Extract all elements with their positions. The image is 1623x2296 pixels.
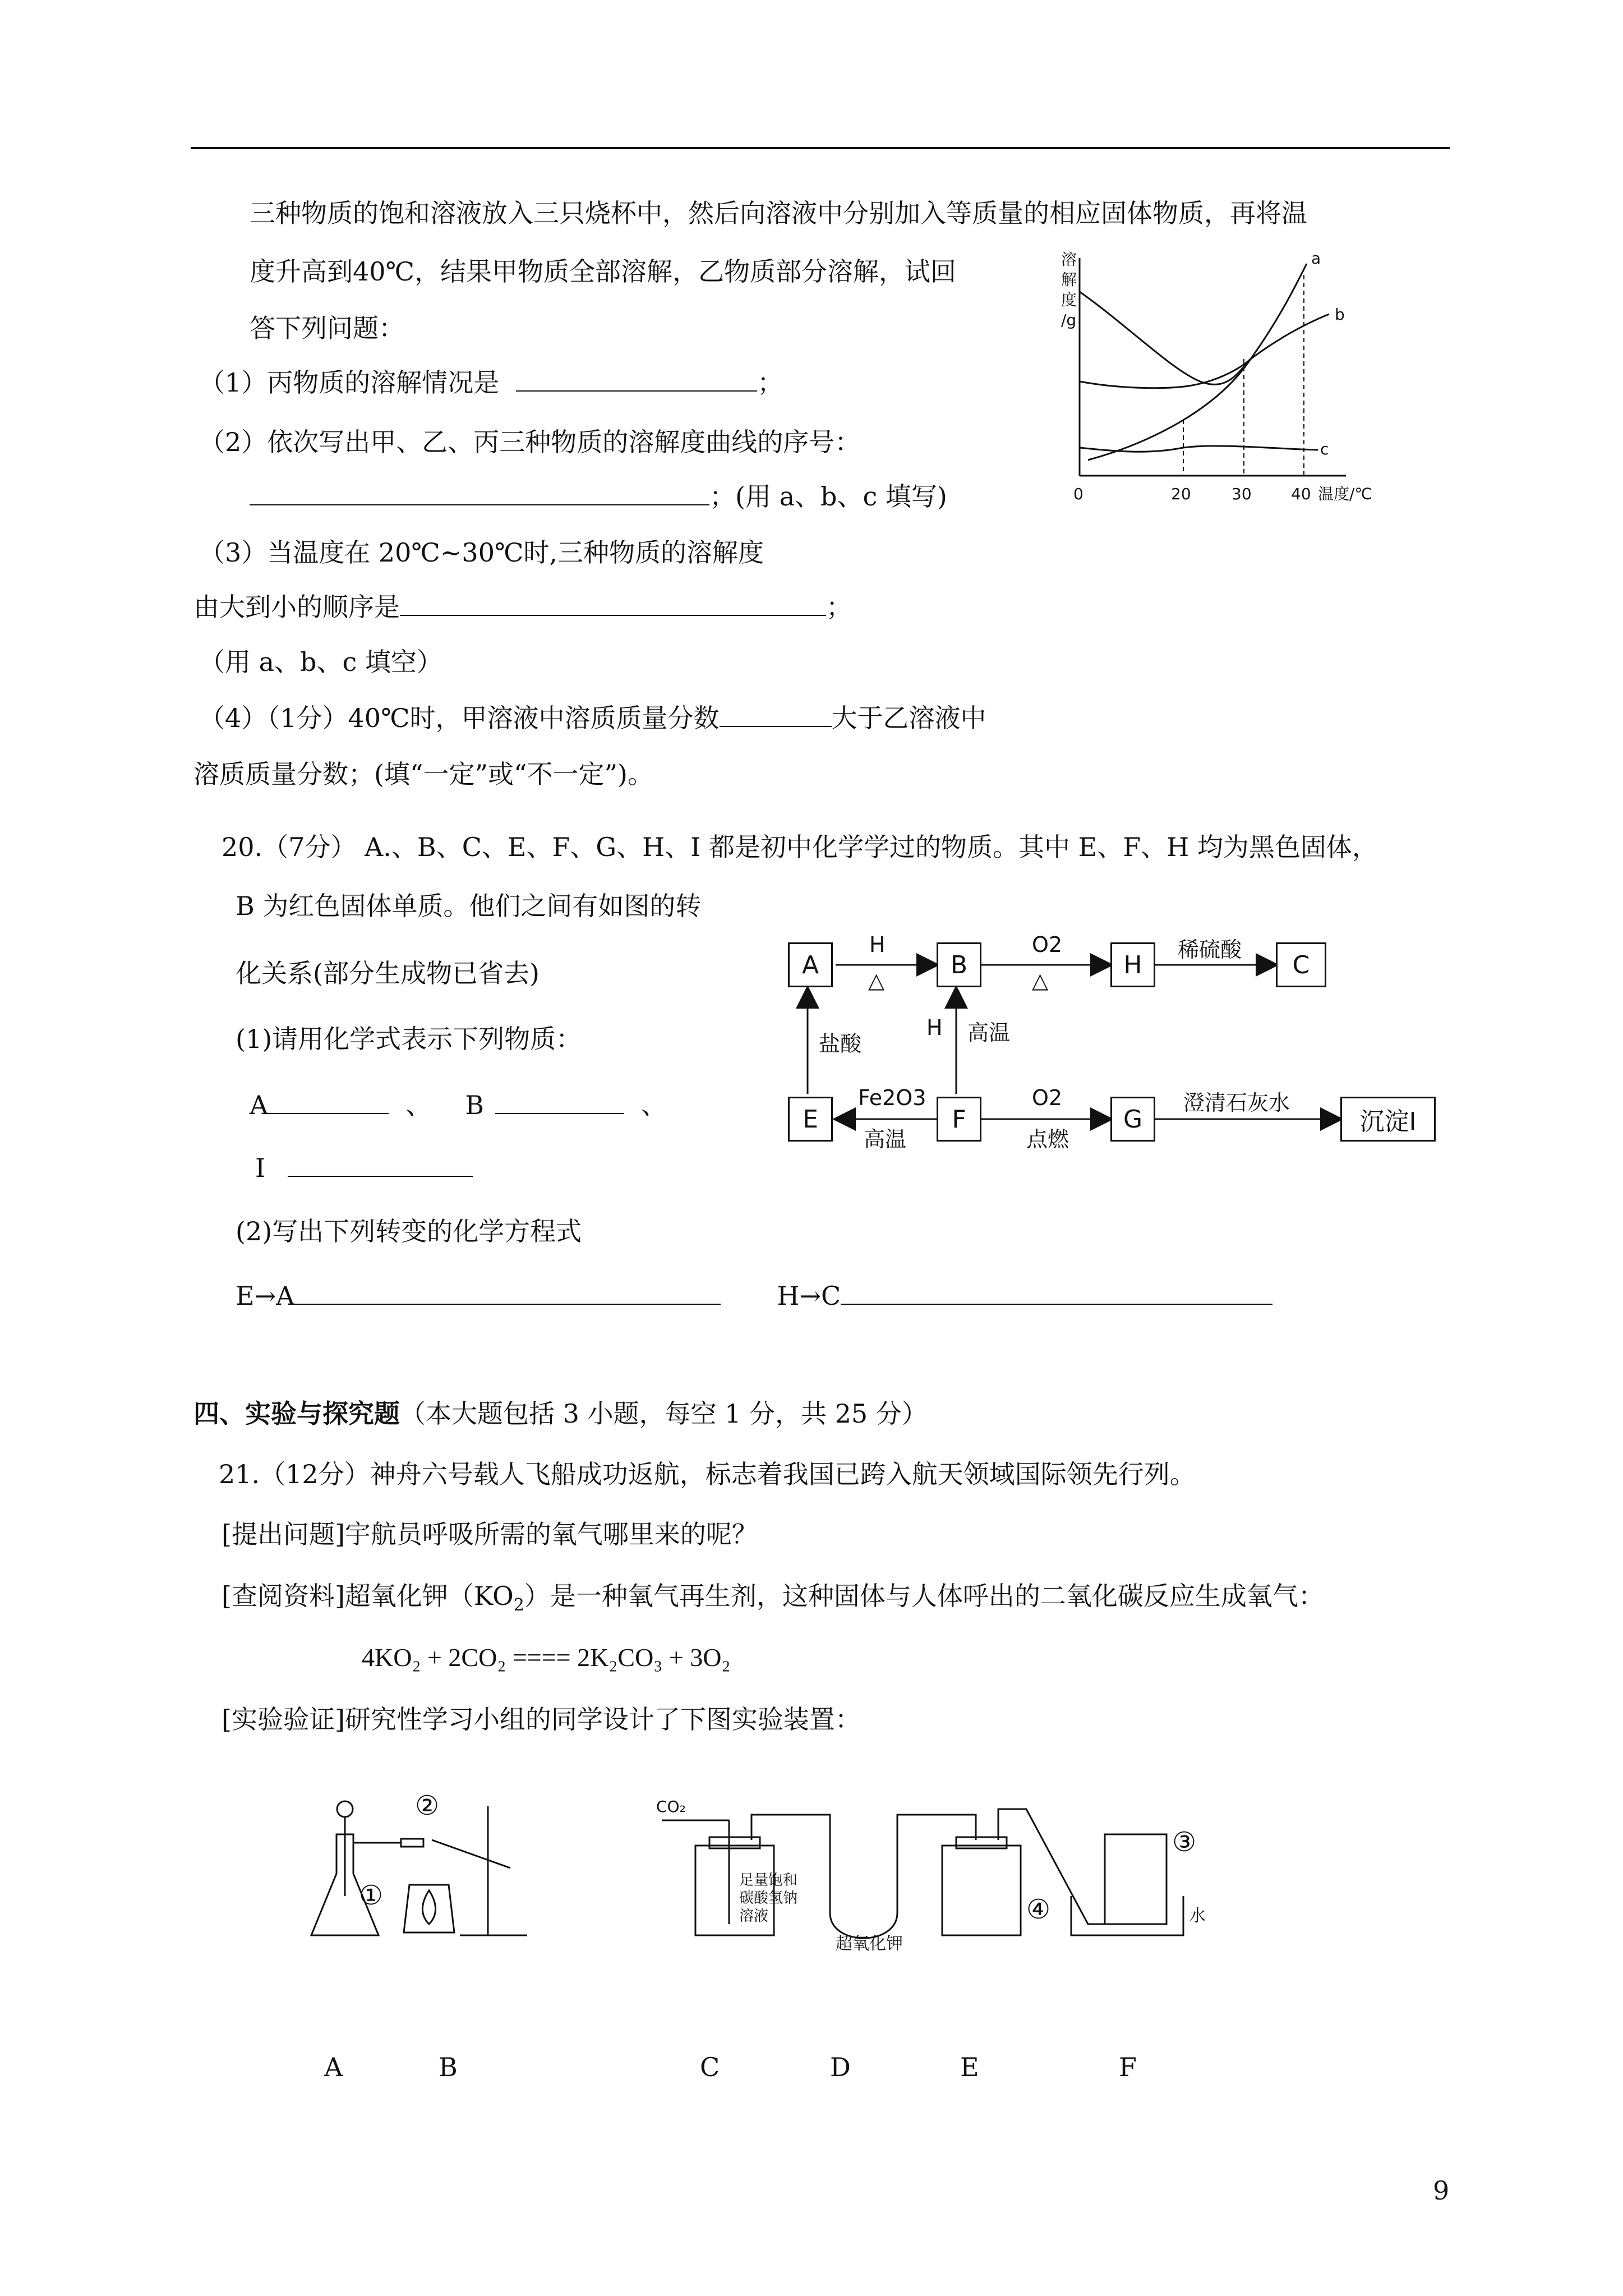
apparatus-letter-f: F [1119,2052,1137,2082]
curve-b [1080,292,1329,384]
x-axis-label: 温度/℃ [1318,485,1372,503]
q19-intro-2: 度升高到40℃，结果甲物质全部溶解，乙物质部分溶解，试回 [250,256,956,287]
d-text: 超氧化钾 [836,1934,903,1952]
page-number: 9 [1433,2175,1450,2206]
apparatus-a-b [303,1784,550,1952]
label-ab-bottom: △ [868,968,885,993]
q20-line-3: 化关系(部分生成物已省去) [236,958,540,988]
q21-line-1: 21.（12分）神舟六号载人飞船成功返航，标志着我国已跨入航天领域国际领先行列。 [219,1459,1196,1489]
tube-connector [401,1839,423,1847]
clamp [432,1840,510,1868]
curve-label-b: b [1335,305,1345,324]
label-bh-bottom: △ [1032,968,1049,993]
box-h: H [1110,942,1155,987]
q21-equation: 4KO₂ + 2CO₂ ==== 2K₂CO₃ + 3O₂ [362,1643,731,1672]
water-label: 水 [1189,1906,1206,1926]
q20-line-4: (1)请用化学式表示下列物质： [236,1024,582,1054]
q19-part-2: （2）依次写出甲、乙、丙三种物质的溶解度曲线的序号： [199,427,861,457]
q19-part-3b: 由大到小的顺序是 ； [193,590,852,624]
curve-label-a: a [1311,249,1321,268]
label-fg-bottom: 点燃 [1026,1127,1069,1152]
q21-line-2: [提出问题]宇航员呼吸所需的氧气哪里来的呢？ [222,1519,758,1549]
label-fb-right: 高温 [967,1020,1011,1045]
apparatus-letter-e: E [960,2052,979,2082]
q20-line-2: B 为红色固体单质。他们之间有如图的转 [236,891,702,921]
tube-e-to-f [998,1809,1127,1924]
apparatus-letter-b: B [439,2052,458,2082]
answer-blank-4[interactable] [720,701,832,727]
box-precipitate-i: 沉淀I [1340,1097,1436,1142]
curve-c-line [1080,446,1318,452]
answer-blank-a[interactable] [268,1088,389,1114]
q19-part-3a: （3）当温度在 20℃~30℃时,三种物质的溶解度 [199,537,764,568]
x-tick-30: 30 [1232,485,1252,503]
answer-blank-3[interactable] [400,590,826,616]
y-label-2: 解 [1061,270,1077,289]
q20-line-6: (2)写出下列转变的化学方程式 [236,1216,582,1246]
box-g: G [1110,1097,1155,1142]
label-gi-top: 澄清石灰水 [1183,1091,1290,1115]
box-f: F [937,1097,981,1142]
y-label-3: 度 [1061,291,1077,309]
box-e: E [788,1097,833,1142]
circled-1: ① [359,1880,384,1911]
label-fe-top: Fe2O3 [858,1085,926,1110]
apparatus-letter-d: D [830,2052,851,2082]
solubility-chart [1049,241,1441,510]
apparatus-c-f [645,1784,1234,1952]
label-bh-top: O2 [1032,932,1063,957]
x-tick-40: 40 [1291,485,1311,503]
q21-line-3: [查阅资料]超氧化钾$(KO_2)$是一种氧气再生剂，这种固体与人体呼出的二氧化碳反应生成氧气： [222,1581,1324,1615]
circled-4: ④ [1026,1894,1051,1925]
gas-jar-f [1105,1834,1166,1924]
y-label-1: 溶 [1061,250,1077,269]
box-b: B [937,942,981,987]
flame-b [422,1890,435,1924]
bottle-e [942,1846,1021,1935]
q19-part-2-answer: ；(用 a、b、c 填写) [250,480,947,513]
label-hc-top: 稀硫酸 [1178,937,1242,962]
u-tube-d [830,1851,897,1938]
apparatus-letter-c: C [700,2052,720,2082]
c-text-2: 碳酸氢钠 [739,1890,798,1907]
label-fb-left: H [926,1015,943,1040]
curve-a [1088,264,1307,460]
q19-part-3c: （用 a、b、c 填空） [199,647,442,677]
label-fg-top: O2 [1032,1085,1063,1110]
q20-equation-row: E→A H→C [236,1279,1272,1313]
q19-part-1: （1）丙物质的溶解情况是 ； [199,366,783,399]
section4-heading: 四、实验与探究题（本大题包括 3 小题，每空 1 分，共 25 分） [193,1398,928,1429]
answer-blank-ea[interactable] [294,1279,721,1305]
circled-2: ② [415,1790,440,1821]
answer-blank-1[interactable] [516,366,757,392]
funnel-a [337,1801,353,1817]
label-ab-top: H [869,932,886,957]
answer-blank-i[interactable] [288,1151,473,1177]
q19-intro-1: 三种物质的饱和溶液放入三只烧杯中，然后向溶液中分别加入等质量的相应固体物质，再将温 [250,198,1307,228]
apparatus-letter-a: A [324,2052,343,2082]
q19-part-4b: 溶质质量分数；(填“一定”或“不一定”)。 [193,759,653,789]
co2-label: CO₂ [656,1797,686,1816]
label-ea: 盐酸 [819,1032,862,1056]
q19-part-4a: （4）（1分）40℃时，甲溶液中溶质质量分数 大于乙溶液中 [199,701,986,735]
c-text-3: 溶液 [739,1908,769,1925]
box-a: A [788,942,833,987]
header-rule [191,147,1450,149]
x-tick-20: 20 [1171,485,1191,503]
x-tick-0: 0 [1073,485,1083,503]
q20-line-1: 20.（7分） A.、B、C、E、F、G、H、I 都是初中化学学过的物质。其中 E、F、H 均为黑色固体， [222,832,1378,862]
circled-3: ③ [1172,1826,1197,1858]
c-text-1: 足量饱和 [739,1872,798,1889]
q19-intro-3: 答下列问题： [250,313,404,343]
label-fe-bottom: 高温 [864,1127,907,1152]
answer-blank-2[interactable] [250,480,709,505]
flow-diagram [780,926,1497,1161]
curve-label-c: c [1320,440,1329,458]
answer-blank-b[interactable] [495,1088,624,1114]
q20-formula-row: A 、 B 、 [250,1088,667,1122]
answer-blank-hc[interactable] [841,1279,1272,1305]
y-label-4: /g [1061,311,1077,329]
q21-line-5: [实验验证]研究性学习小组的同学设计了下图实验装置： [222,1704,861,1734]
box-c: C [1276,942,1326,987]
q20-formula-i: I [255,1151,473,1185]
